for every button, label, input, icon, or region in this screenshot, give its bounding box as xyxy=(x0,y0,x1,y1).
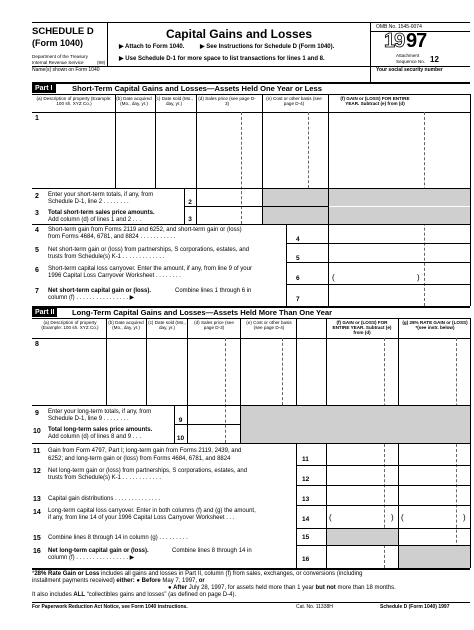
line-16-text1b: Combine lines 8 through 14 in xyxy=(172,548,252,554)
p1-col-c-header: (c) Date sold (Mo., day, yr.) xyxy=(155,96,193,107)
use-schedule-d1: ▶ Use Schedule D-1 for more space to list transactions for lines 1 and 8. xyxy=(119,56,325,62)
footnote-star: * xyxy=(32,571,35,577)
year-solid: 97 xyxy=(406,30,427,52)
line-2-text2: Schedule D-1, line 2 . . . . . . . . xyxy=(48,199,129,205)
attachment-label: Attachment xyxy=(396,53,420,58)
footnote-after-date: July 28, 1997, for assets held more than 1 year xyxy=(187,585,316,591)
ssn-field[interactable] xyxy=(372,73,470,82)
line-13-number: 13 xyxy=(33,496,41,503)
line-9-text1: Enter your long-term totals, if any, from xyxy=(48,409,152,415)
footnote-also: It also includes xyxy=(32,592,74,598)
line-6-number: 6 xyxy=(35,267,39,274)
p1-col-a-header: (a) Description of property (Example: 100 sh. XYZ Co.) xyxy=(36,96,112,107)
p2-shade-15-f xyxy=(327,529,398,545)
line-4-rule xyxy=(286,243,470,244)
line-9-number: 9 xyxy=(35,410,39,417)
footer-rule xyxy=(32,602,470,603)
p1-col-b-border xyxy=(115,94,116,188)
footnote-after: ● After xyxy=(168,585,188,591)
line-9-10-boxline xyxy=(174,405,175,443)
line-12-text2: trusts from Schedule(s) K-1 . . . . . . . . . . . . xyxy=(48,475,162,481)
footnote-line4 xyxy=(32,592,468,599)
line-3-text1: Total short-term sales price amounts. xyxy=(48,210,155,216)
p2-col-b-header: (b) Date acquired (Mo., day, yr.) xyxy=(108,320,144,331)
p2-col-c-border xyxy=(146,318,147,405)
form-label: (Form 1040) xyxy=(32,38,84,48)
catalog-number: Cat. No. 11338H xyxy=(296,604,333,610)
part1-header-rule xyxy=(32,94,470,95)
p2-col-f-header: (f) GAIN or (LOSS) FOR ENTIRE YEAR. Subtract (e) from (d) xyxy=(332,320,392,336)
line-15-amount-field[interactable] xyxy=(400,530,468,544)
line-16-number: 16 xyxy=(33,548,41,555)
line-6-open-paren: ( xyxy=(332,273,335,282)
line-14-g-open-paren: ( xyxy=(401,513,404,522)
line-6-text1: Short-term capital loss carryover. Enter the amount, if any, from line 9 of your xyxy=(48,266,252,272)
p2-col-c-header: (c) Date sold (Mo., day, yr.) xyxy=(148,320,186,331)
line-6-box: 6 xyxy=(296,275,300,282)
line-1-number: 1 xyxy=(35,115,39,122)
line-4-text1: Short-term gain from Forms 2119 and 6252, and short-term gain or (loss) xyxy=(48,227,242,233)
line-7-text1: Net short-term capital gain or (loss). xyxy=(48,288,152,294)
line-12-box: 12 xyxy=(302,476,310,483)
line-16-amount-field[interactable] xyxy=(328,547,396,566)
p1-col-e-header: (e) Cost or other basis (see page D-4) xyxy=(266,96,322,107)
line-4-box: 4 xyxy=(296,236,300,243)
ssn-divider xyxy=(370,66,371,82)
line-7-amount-field[interactable] xyxy=(330,286,468,304)
footnote-or: or xyxy=(198,578,205,584)
form-identifier: Schedule D (Form 1040) 1997 xyxy=(380,604,450,610)
footnote-before-date: May 7, 1997, xyxy=(160,578,199,584)
line-14-f-open-paren: ( xyxy=(329,513,332,522)
line-14-box: 14 xyxy=(302,516,310,523)
line-9-text2: Schedule D-1, line 9 . . . . . . . . xyxy=(48,416,129,422)
line-2-3-boxline xyxy=(184,188,185,224)
paperwork-notice: For Paperwork Reduction Act Notice, see Form 1040 instructions. xyxy=(32,604,188,610)
p2-shade-9-10 xyxy=(241,406,470,443)
p1-col-d-header: (d) Sales price (see page D-3) xyxy=(198,96,256,107)
year-outline: 19 xyxy=(384,30,405,52)
line-16-text1: Net long-term capital gain or (loss). xyxy=(48,548,149,554)
line-5-text1: Net short-term gain or (loss) from partnerships, S corporations, estates, and xyxy=(48,247,250,253)
line-10-amount-field[interactable] xyxy=(188,426,239,442)
footnote-text1: includes all gains and losses in Part II, column (f) from sales, exchanges, or conversions (including xyxy=(99,571,363,577)
p1-col-c-border xyxy=(155,94,156,188)
p2-col-a-header: (a) Description of property (Example: 100 sh. XYZ Co.) xyxy=(41,320,99,331)
line-13-box: 13 xyxy=(302,496,310,503)
p1-linenum-col xyxy=(286,224,287,306)
line-4-amount-field[interactable] xyxy=(330,226,468,242)
dept-line2: Internal Revenue Service xyxy=(32,60,84,65)
line-9-box: 9 xyxy=(178,417,183,424)
line-12-amount-field[interactable] xyxy=(328,467,468,484)
footnote-all: ALL xyxy=(73,592,86,598)
irs-code: (99) xyxy=(97,60,106,65)
line-11-rule xyxy=(296,465,470,466)
part2-label: Part II xyxy=(32,308,57,317)
form-title: Capital Gains and Losses xyxy=(165,27,313,41)
line-11-text2: 6252; and long-term gain or (loss) from Forms 4684, 6781, and 8824 xyxy=(48,456,231,462)
dept-line1: Department of the Treasury xyxy=(32,54,88,59)
p2-col-b-border xyxy=(106,318,107,405)
footnote-line3 xyxy=(168,585,468,592)
line-16-text2: column (f) . . . . . . . . . . . . . . . . ▶ xyxy=(48,555,135,561)
line-14-f-amount-field[interactable] xyxy=(334,508,390,525)
p2-col-d-header: (d) Sales price (see page D-3) xyxy=(194,320,234,331)
omb-number: OMB No. 1545-0074 xyxy=(376,24,422,30)
line-14-text1: Long-term capital loss carryover. Enter in both columns (f) and (g) the amount, xyxy=(48,508,256,514)
line-13-text: Capital gain distributions . . . . . . . . . . . . . . xyxy=(48,496,161,502)
footnote-line1 xyxy=(32,571,468,578)
line-12-text1: Net long-term gain or (loss) from partnerships, S corporations, estates, and xyxy=(48,468,248,474)
line-12-rule xyxy=(296,485,470,486)
line-5-text2: trusts from Schedule(s) K-1 . . . . . . . . . . . . . xyxy=(48,254,165,260)
line-5-amount-field[interactable] xyxy=(330,245,468,261)
p2-col-e-header: (e) Cost or other basis (see page D-4) xyxy=(246,320,292,331)
line-10-number: 10 xyxy=(33,428,41,435)
line-3-number: 3 xyxy=(35,210,39,217)
line-10-box: 10 xyxy=(176,435,185,442)
line-14-g-close-paren: ) xyxy=(463,513,466,522)
part1-label: Part I xyxy=(32,84,56,93)
line-7-text2: column (f) . . . . . . . . . . . . . . . . ▶ xyxy=(48,295,135,301)
line-8-number: 8 xyxy=(35,341,39,348)
line-4-text2: from Forms 4684, 6781, and 8824 . . . . . . . . . . . xyxy=(48,234,176,240)
line-15-number: 15 xyxy=(33,535,41,542)
sequence-label: Sequence No. xyxy=(396,59,426,64)
line-14-f-close-paren: ) xyxy=(391,513,394,522)
attach-note: ▶ Attach to Form 1040. xyxy=(119,44,185,50)
line-13-amount-field[interactable] xyxy=(328,488,468,504)
schedule-label: SCHEDULE D xyxy=(32,26,94,37)
footnote-bold-start: 28% Rate Gain or Loss xyxy=(34,571,100,577)
top-rule xyxy=(32,22,470,23)
line-7-text1b: Combine lines 1 through 6 in xyxy=(175,288,252,294)
line-14-g-amount-field[interactable] xyxy=(406,508,462,525)
line-10-rule xyxy=(32,443,470,444)
p2-col-f-border xyxy=(296,318,297,405)
footnote-line2 xyxy=(32,578,468,585)
names-label: Name(s) shown on Form 1040 xyxy=(32,67,100,73)
p2-col-g-header: (g) 28% RATE GAIN or (LOSS) *(see instr. below) xyxy=(402,320,468,331)
footnote-collectibles: “collectibles gains and losses” (as defined on page D-4). xyxy=(85,592,237,598)
footnote-before: ● Before xyxy=(136,578,161,584)
line-2-rule xyxy=(184,206,328,207)
line-10-text2: Add column (d) of lines 8 and 9 . . . xyxy=(48,434,142,440)
line-8-entry-area[interactable] xyxy=(43,339,470,405)
p1-dash-e xyxy=(308,112,309,188)
line-1-entry-area[interactable] xyxy=(43,113,470,188)
line-5-rule xyxy=(286,262,470,263)
line-13-rule xyxy=(296,505,470,506)
line-7-box: 7 xyxy=(296,296,300,303)
ssn-label: Your social security number xyxy=(376,67,443,73)
line-11-amount-field[interactable] xyxy=(328,445,468,463)
p1-col-f-border xyxy=(328,94,329,188)
line-3-text2: Add column (d) of lines 1 and 2 . . . xyxy=(48,217,142,223)
footnote-but-not: but not xyxy=(315,585,336,591)
p1-shade-f-3 xyxy=(329,207,470,224)
p2-col-g-right xyxy=(470,318,471,568)
part2-bottom-rule xyxy=(32,568,470,570)
p1-col-b-header: (b) Date acquired (Mo., day, yr.) xyxy=(116,96,152,107)
line-2-text1: Enter your short-term totals, if any, from xyxy=(48,192,154,198)
line-2-box: 2 xyxy=(188,199,192,206)
p2-shade-16-g xyxy=(399,546,470,568)
line-10-text1: Total long-term sales price amounts. xyxy=(48,427,153,433)
line-6-rule xyxy=(286,284,470,285)
line-15-box: 15 xyxy=(302,534,310,541)
line-3-rule xyxy=(32,224,470,225)
line-6-text2: 1996 Capital Loss Carryover Worksheet . . . . . . . . xyxy=(48,273,181,279)
line-16-box: 16 xyxy=(302,556,310,563)
line-15-text: Combine lines 8 through 14 in column (g) . . . . . . . . . xyxy=(48,535,188,541)
line-6-amount-field[interactable] xyxy=(338,266,416,282)
line-11-number: 11 xyxy=(33,448,41,455)
line-6-close-paren: ) xyxy=(417,273,420,282)
header-right-divider xyxy=(370,22,371,66)
p1-col-d-border xyxy=(196,94,197,224)
p1-col-f-right xyxy=(470,94,471,306)
p2-dash-e xyxy=(282,338,283,405)
line-3-box: 3 xyxy=(188,216,192,223)
part2-header-rule xyxy=(32,318,470,319)
line-14-number: 14 xyxy=(33,509,41,516)
footnote-months: more than 18 months. xyxy=(335,585,396,591)
p1-shade-f-2 xyxy=(329,189,470,206)
part2-title: Long-Term Capital Gains and Losses—Assets Held More Than One Year xyxy=(72,308,333,317)
name-field[interactable] xyxy=(32,73,368,82)
line-2-number: 2 xyxy=(35,193,39,200)
line-3-amount-field[interactable] xyxy=(197,208,261,223)
line-11-text1: Gain from Form 4797, Part I; long-term gain from Forms 2119, 2439, and xyxy=(48,448,242,454)
sequence-number: 12 xyxy=(430,55,439,64)
line-4-number: 4 xyxy=(35,227,39,234)
see-instructions: ▶ See Instructions for Schedule D (Form 1040). xyxy=(200,44,335,50)
part1-title: Short-Term Capital Gains and Losses—Assets Held One Year or Less xyxy=(72,84,322,93)
line-9-rule xyxy=(174,424,240,425)
line-14-text2: if any, from line 14 of your 1996 Capital Loss Carryover Worksheet . . . xyxy=(48,515,235,521)
footnote-text2: installment payments received) xyxy=(32,578,117,584)
line-5-box: 5 xyxy=(296,255,300,262)
line-5-number: 5 xyxy=(35,247,39,254)
line-7-number: 7 xyxy=(35,288,39,295)
footnote-either: either: xyxy=(116,578,135,584)
line-11-box: 11 xyxy=(302,456,309,463)
p1-col-f-header: (f) GAIN or (LOSS) FOR ENTIRE YEAR. Subtract (e) from (d) xyxy=(340,96,410,107)
line-12-number: 12 xyxy=(33,468,41,475)
